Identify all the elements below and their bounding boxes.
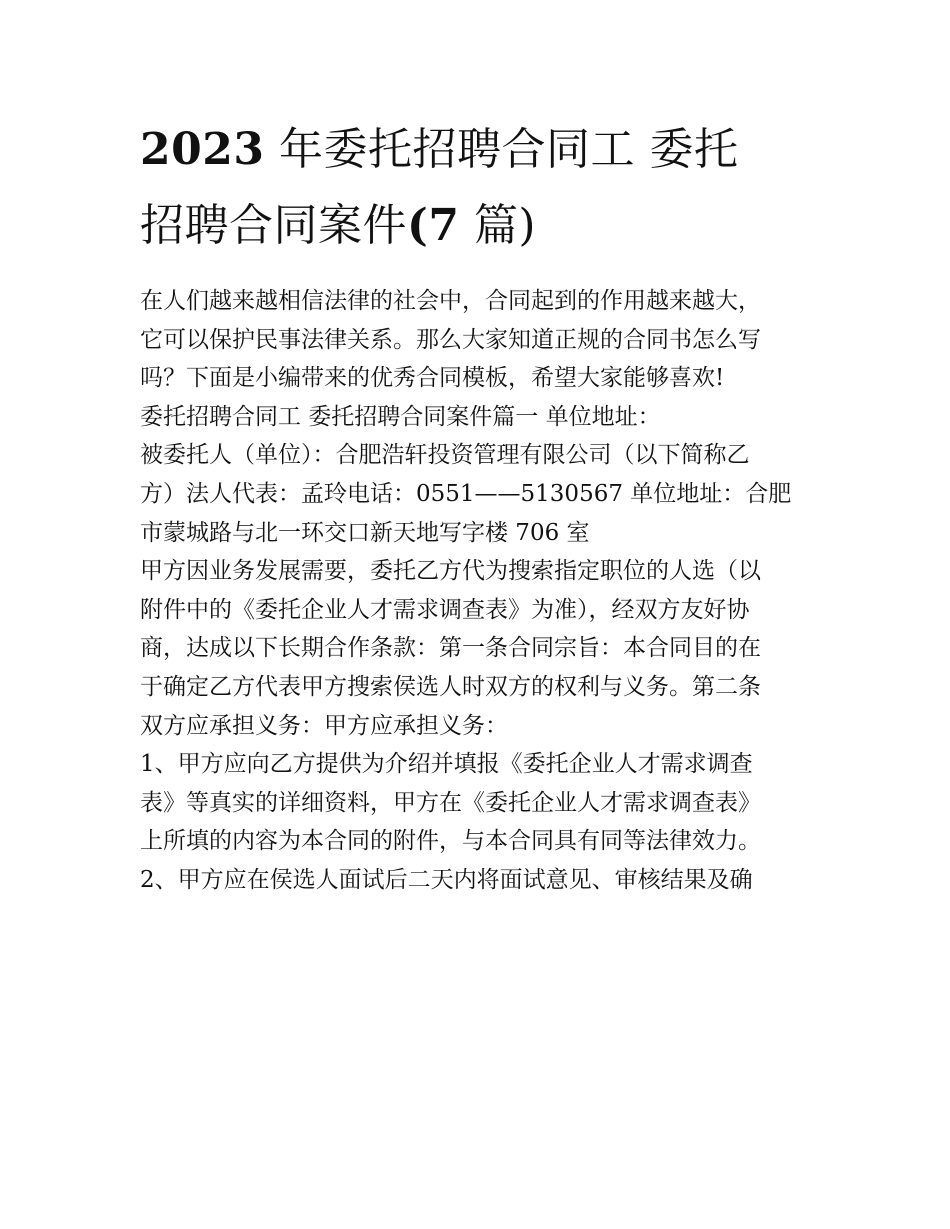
body-line: 2、甲方应在侯选人面试后二天内将面试意见、审核结果及确 <box>140 866 753 893</box>
body-line: 方）法人代表：孟玲电话：0551——5130567 单位地址：合肥 <box>140 480 792 507</box>
body-line: 它可以保护民事法律关系。那么大家知道正规的合同书怎么写 <box>140 326 761 353</box>
body-line: 双方应承担义务：甲方应承担义务： <box>140 712 508 739</box>
document-title <box>140 112 820 264</box>
title-line-2 <box>140 188 820 264</box>
document-body <box>140 282 830 900</box>
body-line: 附件中的《委托企业人才需求调查表》为准），经双方友好协 <box>140 596 750 623</box>
title-year: 2023 <box>140 124 265 175</box>
body-line: 上所填的内容为本合同的附件，与本合同具有同等法律效力。 <box>140 828 761 855</box>
body-line: 商，达成以下长期合作条款：第一条合同宗旨：本合同目的在 <box>140 635 761 662</box>
body-line: 吗？下面是小编带来的优秀合同模板，希望大家能够喜欢! <box>140 365 725 392</box>
title-text-1: 年委托招聘合同工 委托 <box>278 124 739 175</box>
title-line-1 <box>140 112 820 188</box>
body-line: 1、甲方应向乙方提供为介绍并填报《委托企业人才需求调查 <box>140 751 753 778</box>
body-line: 被委托人（单位）：合肥浩轩投资管理有限公司（以下简称乙 <box>140 442 750 469</box>
body-line: 甲方因业务发展需要，委托乙方代为搜索指定职位的人选（以 <box>140 558 761 585</box>
body-line: 市蒙城路与北一环交口新天地写字楼 706 室 <box>140 519 590 546</box>
body-line: 于确定乙方代表甲方搜索侯选人时双方的权利与义务。第二条 <box>140 673 761 700</box>
body-line: 委托招聘合同工 委托招聘合同案件篇一 单位地址： <box>140 403 661 430</box>
title-count: (7 <box>407 200 460 251</box>
title-text-3: 篇) <box>473 200 537 251</box>
body-line: 表》等真实的详细资料，甲方在《委托企业人才需求调查表》 <box>140 789 761 816</box>
title-text-2: 招聘合同案件 <box>140 200 407 251</box>
body-line: 在人们越来越相信法律的社会中，合同起到的作用越来越大， <box>140 288 761 314</box>
